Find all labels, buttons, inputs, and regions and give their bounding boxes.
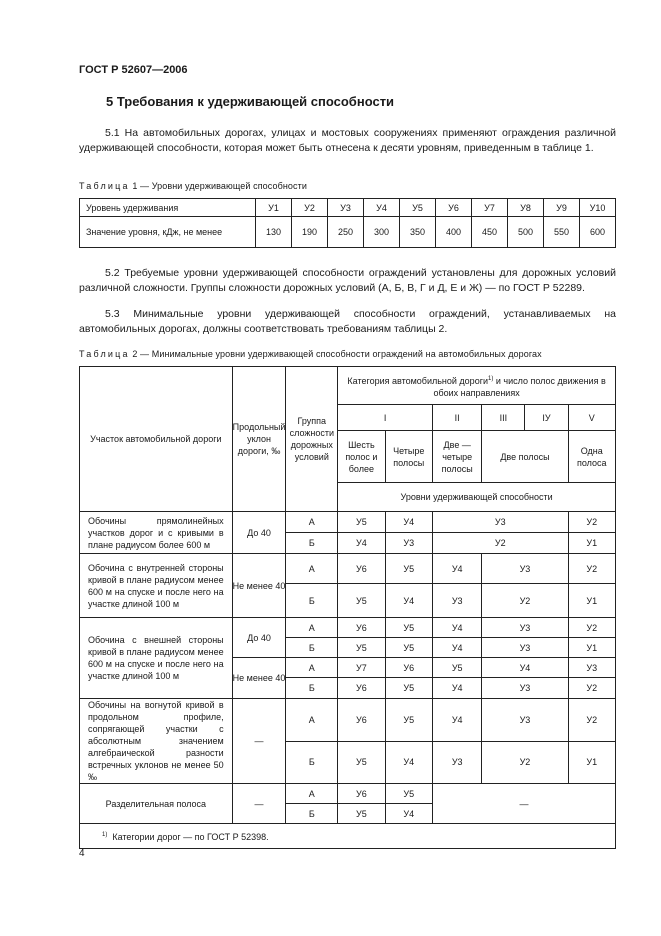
table1-cell: У2 <box>292 199 328 217</box>
table1-caption-text: 1 — Уровни удерживающей способности <box>132 181 307 191</box>
table2-cell: У3 <box>482 554 568 584</box>
table1-cell: 130 <box>256 217 292 248</box>
table2-cell: У4 <box>432 678 481 699</box>
table2-group: А <box>286 784 338 804</box>
table1-row-values <box>80 217 616 248</box>
table2-cat: V <box>568 405 615 431</box>
table2-section: Обочины на вогнутой кривой в продольном профиле, сопрягающей участки с абсолютным значением алгебраической разности встречных уклонов не менее 50 ‰ <box>80 699 233 784</box>
table1-row-label: Уровень удерживания <box>80 199 256 217</box>
table2-group: А <box>286 699 338 742</box>
table1-cell: У3 <box>328 199 364 217</box>
table-row <box>80 699 616 742</box>
table2-lanes: Одна полоса <box>568 431 615 483</box>
table2-slope: — <box>232 784 286 824</box>
table2-slope: До 40 <box>232 618 286 658</box>
table2-cell: У7 <box>338 658 385 678</box>
table2-cell: У5 <box>338 584 385 618</box>
table2-cell: У4 <box>432 638 481 658</box>
table2-cell: У4 <box>432 554 481 584</box>
table2-header-section: Участок автомобильной дороги <box>80 367 233 512</box>
table2-cat: II <box>432 405 481 431</box>
table2-cell: У3 <box>432 584 481 618</box>
table2-cell: У2 <box>568 512 615 533</box>
table1-cell: 450 <box>472 217 508 248</box>
table2-cell: У5 <box>338 638 385 658</box>
table1-caption-word: Таблица <box>79 181 130 191</box>
table2-lanes: Шесть полос и более <box>338 431 385 483</box>
table2-cell: У6 <box>338 784 385 804</box>
table2-cell: У2 <box>568 699 615 742</box>
table2-cell: У6 <box>338 554 385 584</box>
table2-cell: У4 <box>432 618 481 638</box>
table1-row-label: Значение уровня, кДж, не менее <box>80 217 256 248</box>
table2-cell: У2 <box>482 741 568 784</box>
table2-cell: У4 <box>482 658 568 678</box>
table1-cell: У7 <box>472 199 508 217</box>
table2-group: Б <box>286 804 338 824</box>
category-text: Категория автомобильной дороги <box>347 375 489 386</box>
table1-caption <box>79 181 307 191</box>
table2-cell: У3 <box>482 618 568 638</box>
table1-cell: 500 <box>508 217 544 248</box>
paragraph-5-3: 5.3 Минимальные уровни удерживающей способности ограждений, устанавливаемых на автомобильных дорогах, должны соответствовать требованиям таблицы 2. <box>79 308 616 335</box>
table2-cell: У4 <box>432 699 481 742</box>
table2-group: Б <box>286 584 338 618</box>
table2-cell: У5 <box>338 741 385 784</box>
table-2 <box>79 366 616 849</box>
table2-cat: III <box>482 405 525 431</box>
table2-cell: У1 <box>568 741 615 784</box>
table2-cell: У3 <box>432 512 568 533</box>
table2-cell: У5 <box>432 658 481 678</box>
table1-cell: 600 <box>580 217 616 248</box>
table1-cell: 190 <box>292 217 328 248</box>
table2-cell: У6 <box>385 658 432 678</box>
table2-group: А <box>286 658 338 678</box>
table2-cell: У2 <box>568 678 615 699</box>
table-row <box>80 554 616 584</box>
table1-cell: У5 <box>400 199 436 217</box>
table2-cell: У4 <box>338 533 385 554</box>
footnote-mark: 1) <box>102 832 108 838</box>
table2-group: Б <box>286 741 338 784</box>
table2-section: Обочины прямолинейных участков дорог и с кривыми в плане радиусом более 600 м <box>80 512 233 554</box>
table2-caption-text: 2 — Минимальные уровни удерживающей способности ограждений на автомобильных дорогах <box>132 349 542 359</box>
table2-lanes: Четыре полосы <box>385 431 432 483</box>
table2-group: Б <box>286 678 338 699</box>
table1-cell: 250 <box>328 217 364 248</box>
table1-row-levels <box>80 199 616 217</box>
table2-cell: У2 <box>432 533 568 554</box>
table2-lanes: Две — четыре полосы <box>432 431 481 483</box>
table2-caption-word: Таблица <box>79 349 130 359</box>
table2-cell: У6 <box>338 678 385 699</box>
table2-cell: У5 <box>385 554 432 584</box>
table2-lanes: Две полосы <box>482 431 568 483</box>
table2-cell: У1 <box>568 533 615 554</box>
table2-group: Б <box>286 638 338 658</box>
section-title: 5 Требования к удерживающей способности <box>106 94 395 109</box>
table2-cell: У3 <box>432 741 481 784</box>
table1-cell: У9 <box>544 199 580 217</box>
table2-slope: — <box>232 699 286 784</box>
table2-cell: У5 <box>338 804 385 824</box>
table-1 <box>79 198 616 248</box>
table2-cat: IУ <box>525 405 568 431</box>
table1-cell: У1 <box>256 199 292 217</box>
table2-cell: У3 <box>482 699 568 742</box>
table2-slope: До 40 <box>232 512 286 554</box>
table1-cell: 350 <box>400 217 436 248</box>
document-header: ГОСТ Р 52607—2006 <box>79 64 188 76</box>
table1-cell: У10 <box>580 199 616 217</box>
table2-levels-header: Уровни удерживающей способности <box>338 483 616 512</box>
table2-section: Обочина с внешней стороны кривой в плане радиусом менее 600 м на спуске и после него на участке длиной 100 м <box>80 618 233 699</box>
table2-footnote <box>80 824 616 849</box>
table2-cell: У5 <box>385 699 432 742</box>
table2-group: Б <box>286 533 338 554</box>
table2-cell: У6 <box>338 699 385 742</box>
table2-group: А <box>286 554 338 584</box>
table2-cell: У4 <box>385 512 432 533</box>
table2-cell: У2 <box>482 584 568 618</box>
table2-header-row <box>80 367 616 405</box>
table2-cell: У3 <box>482 678 568 699</box>
table2-cell: У3 <box>385 533 432 554</box>
table2-cell: У2 <box>568 554 615 584</box>
table2-footnote-row <box>80 824 616 849</box>
table2-header-group: Группа сложности дорожных условий <box>286 367 338 512</box>
table2-cat: I <box>338 405 433 431</box>
table2-cell: У6 <box>338 618 385 638</box>
table2-cell: У4 <box>385 584 432 618</box>
paragraph-5-2: 5.2 Требуемые уровни удерживающей способности ограждений установлены для дорожных условий различной сложности. Группы сложности дорожных условий (А, Б, В, Г и Д, Е и Ж) — по ГОСТ Р 52289. <box>79 267 616 294</box>
table2-cell: У4 <box>385 804 432 824</box>
category-text-tail: и число полос движения в обоих направлениях <box>433 375 606 398</box>
table2-cell: У1 <box>568 638 615 658</box>
table2-cell: У5 <box>385 638 432 658</box>
table2-cell: У1 <box>568 584 615 618</box>
paragraph-5-1: 5.1 На автомобильных дорогах, улицах и мостовых сооружениях применяют ограждения различной удерживающей способности, которая может быть отнесена к десяти уровням, приведенным в таблице 1. <box>79 127 616 154</box>
table2-caption <box>79 349 542 359</box>
table2-cell: У2 <box>568 618 615 638</box>
table1-cell: У4 <box>364 199 400 217</box>
table-row <box>80 618 616 638</box>
table2-header-slope: Продольный уклон дороги, ‰ <box>232 367 286 512</box>
table2-slope: Не менее 40 <box>232 658 286 699</box>
table1-cell: 550 <box>544 217 580 248</box>
table1-cell: У6 <box>436 199 472 217</box>
footnote-mark: 1) <box>488 375 494 382</box>
table-row <box>80 512 616 533</box>
table1-cell: У8 <box>508 199 544 217</box>
table2-header-category <box>338 367 616 405</box>
table2-cell: У4 <box>385 741 432 784</box>
table-row <box>80 784 616 804</box>
table2-cell: У5 <box>385 784 432 804</box>
table2-cell: У5 <box>385 678 432 699</box>
table2-cell: — <box>432 784 615 824</box>
footnote-text: Категории дорог — по ГОСТ Р 52398. <box>112 832 269 842</box>
table2-cell: У3 <box>482 638 568 658</box>
table2-section: Разделительная полоса <box>80 784 233 824</box>
table2-section: Обочина с внутренней стороны кривой в плане радиусом менее 600 м на спуске и после него на участке длиной 100 м <box>80 554 233 618</box>
table2-cell: У5 <box>338 512 385 533</box>
page-number: 4 <box>79 848 85 859</box>
table2-cell: У5 <box>385 618 432 638</box>
table2-group: А <box>286 618 338 638</box>
table2-slope: Не менее 40 <box>232 554 286 618</box>
table1-cell: 300 <box>364 217 400 248</box>
table2-group: А <box>286 512 338 533</box>
table2-cell: У3 <box>568 658 615 678</box>
table1-cell: 400 <box>436 217 472 248</box>
